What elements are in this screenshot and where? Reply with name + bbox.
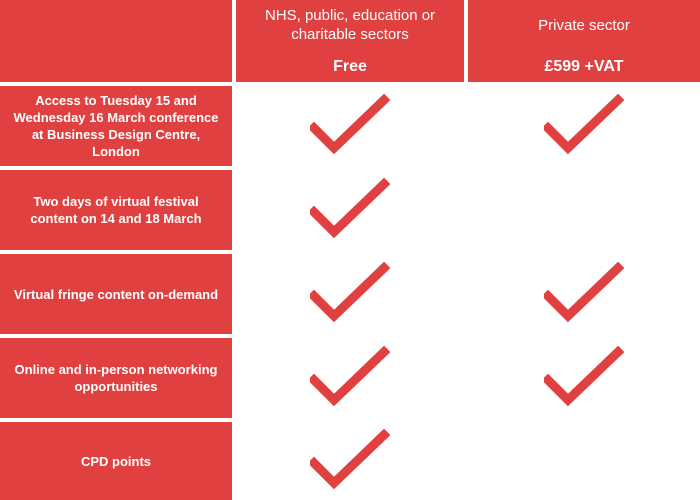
checkmark-icon: [544, 262, 624, 326]
row2-private-empty: [468, 170, 700, 250]
private-sector-price: £599 +VAT: [544, 58, 624, 75]
feature-virtual-festival: [0, 170, 232, 250]
checkmark-icon: [310, 94, 390, 158]
row4-public-check: [236, 338, 464, 418]
header-public-sector: [236, 0, 464, 82]
feature-label: Two days of virtual festival content on 14 and 18 March: [30, 194, 202, 226]
feature-label: CPD points: [80, 453, 152, 469]
feature-label: Virtual fringe content on-demand: [13, 286, 219, 302]
checkmark-icon: [310, 178, 390, 242]
row3-public-check: [236, 254, 464, 334]
feature-cpd-points: [0, 422, 232, 500]
row5-public-check: [236, 422, 464, 500]
checkmark-icon: [310, 429, 390, 493]
row1-private-check: [468, 86, 700, 166]
row5-private-empty: [468, 422, 700, 500]
feature-label: Access to Tuesday 15 and Wednesday 16 March conference at Business Design Centre, London: [13, 93, 219, 159]
checkmark-icon: [544, 346, 624, 410]
feature-conference-access: [0, 86, 232, 166]
header-empty-cell: [0, 0, 232, 82]
public-sector-price: Free: [333, 58, 367, 75]
checkmark-icon: [310, 262, 390, 326]
row2-public-check: [236, 170, 464, 250]
private-sector-title: Private sector: [538, 17, 630, 34]
header-private-sector: [468, 0, 700, 82]
checkmark-icon: [544, 94, 624, 158]
public-sector-title: NHS, public, education or charitable sectors: [264, 7, 436, 43]
feature-virtual-fringe: [0, 254, 232, 334]
feature-label: Online and in-person networking opportunities: [14, 362, 218, 394]
feature-networking: [0, 338, 232, 418]
checkmark-icon: [310, 346, 390, 410]
row4-private-check: [468, 338, 700, 418]
row1-public-check: [236, 86, 464, 166]
row3-private-check: [468, 254, 700, 334]
